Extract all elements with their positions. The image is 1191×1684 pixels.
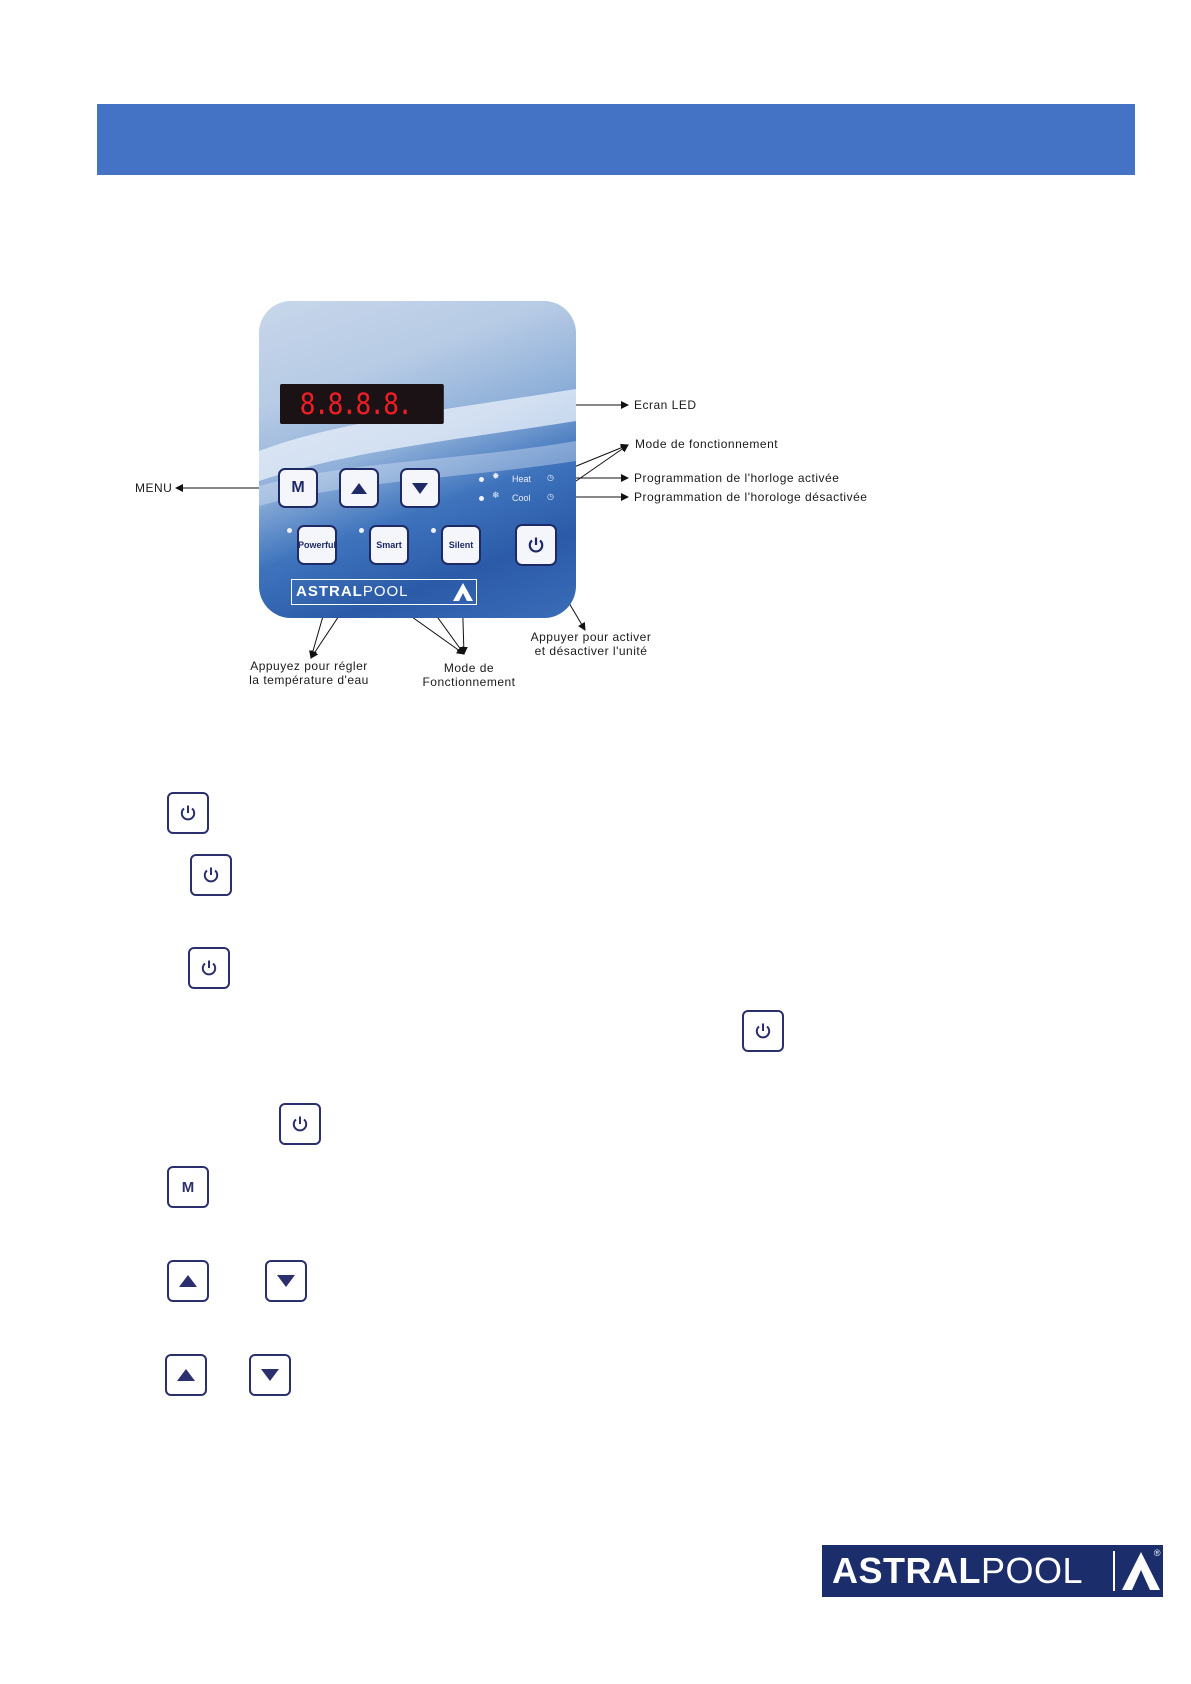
panel-brand-logo <box>291 579 477 605</box>
list-down-button-2 <box>249 1354 291 1396</box>
down-button[interactable] <box>400 468 440 508</box>
annotation-menu: MENU <box>135 481 173 495</box>
heat-led-dot <box>479 477 484 482</box>
list-down-button-1 <box>265 1260 307 1302</box>
annotation-appuyer <box>527 630 655 658</box>
power-icon <box>753 1021 773 1041</box>
annotation-temp-line1: Appuyez pour régler <box>250 659 368 673</box>
clock-off-icon: ◷ <box>547 492 554 501</box>
logo-registered-mark: ® <box>1153 1548 1161 1558</box>
power-icon <box>199 958 219 978</box>
leader-lines <box>0 0 1191 720</box>
logo-pool: POOL <box>981 1550 1084 1591</box>
annotation-mode-fonctionnement: Mode de fonctionnement <box>635 437 779 451</box>
menu-button[interactable]: M <box>278 468 318 508</box>
triangle-up-icon <box>351 483 367 494</box>
smart-button[interactable]: Smart <box>369 525 409 565</box>
power-icon <box>526 535 546 555</box>
cool-label: Cool <box>512 493 531 503</box>
list-power-button-1 <box>167 792 209 834</box>
led-display: 8.8.8.8. <box>280 384 444 424</box>
annotation-temp-line2: la température d'eau <box>249 673 369 687</box>
triangle-up-icon <box>177 1369 195 1381</box>
astralpool-logo <box>822 1545 1163 1597</box>
astralpool-triangle-icon <box>452 582 474 602</box>
annotation-appuyer-line2: et désactiver l'unité <box>534 644 648 658</box>
triangle-down-icon <box>277 1275 295 1287</box>
panel-wave-decoration <box>259 301 576 618</box>
annotation-mode-line2: Fonctionnement <box>422 675 516 689</box>
annotation-ecran-led: Ecran LED <box>634 398 697 412</box>
list-up-button-1 <box>167 1260 209 1302</box>
annotation-temperature <box>244 659 374 687</box>
heat-label: Heat <box>512 474 532 484</box>
annotation-appuyer-line1: Appuyer pour activer <box>530 630 652 644</box>
triangle-down-icon <box>261 1369 279 1381</box>
annotation-horloge-desactivee: Programmation de l'horologe désactivée <box>634 490 868 504</box>
control-panel-figure <box>0 0 1191 720</box>
power-icon <box>201 865 221 885</box>
annotation-horloge-activee: Programmation de l'horloge activée <box>634 471 840 485</box>
silent-button[interactable]: Silent <box>441 525 481 565</box>
list-menu-button: M <box>167 1166 209 1208</box>
cool-led-dot <box>479 496 484 501</box>
snowflake-icon: ❄ <box>492 490 500 500</box>
control-panel <box>259 301 576 618</box>
up-button[interactable] <box>339 468 379 508</box>
smart-led-dot <box>359 528 364 533</box>
panel-brand-pool: POOL <box>362 583 409 600</box>
triangle-down-icon <box>412 483 428 494</box>
list-power-button-4 <box>742 1010 784 1052</box>
sun-icon: ✸ <box>492 471 500 481</box>
list-power-button-5 <box>279 1103 321 1145</box>
silent-led-dot <box>431 528 436 533</box>
powerful-led-dot <box>287 528 292 533</box>
clock-on-icon: ◷ <box>547 473 554 482</box>
logo-astral: ASTRAL <box>832 1550 981 1591</box>
logo-separator <box>1113 1551 1115 1591</box>
annotation-mode-de-fonctionnement <box>414 661 524 689</box>
powerful-button[interactable]: Powerful <box>297 525 337 565</box>
list-power-button-2 <box>190 854 232 896</box>
panel-brand-astral: ASTRAL <box>296 583 363 600</box>
triangle-up-icon <box>179 1275 197 1287</box>
power-icon <box>290 1114 310 1134</box>
list-power-button-3 <box>188 947 230 989</box>
power-icon <box>178 803 198 823</box>
list-up-button-2 <box>165 1354 207 1396</box>
power-button[interactable] <box>515 524 557 566</box>
annotation-mode-line1: Mode de <box>443 661 495 675</box>
